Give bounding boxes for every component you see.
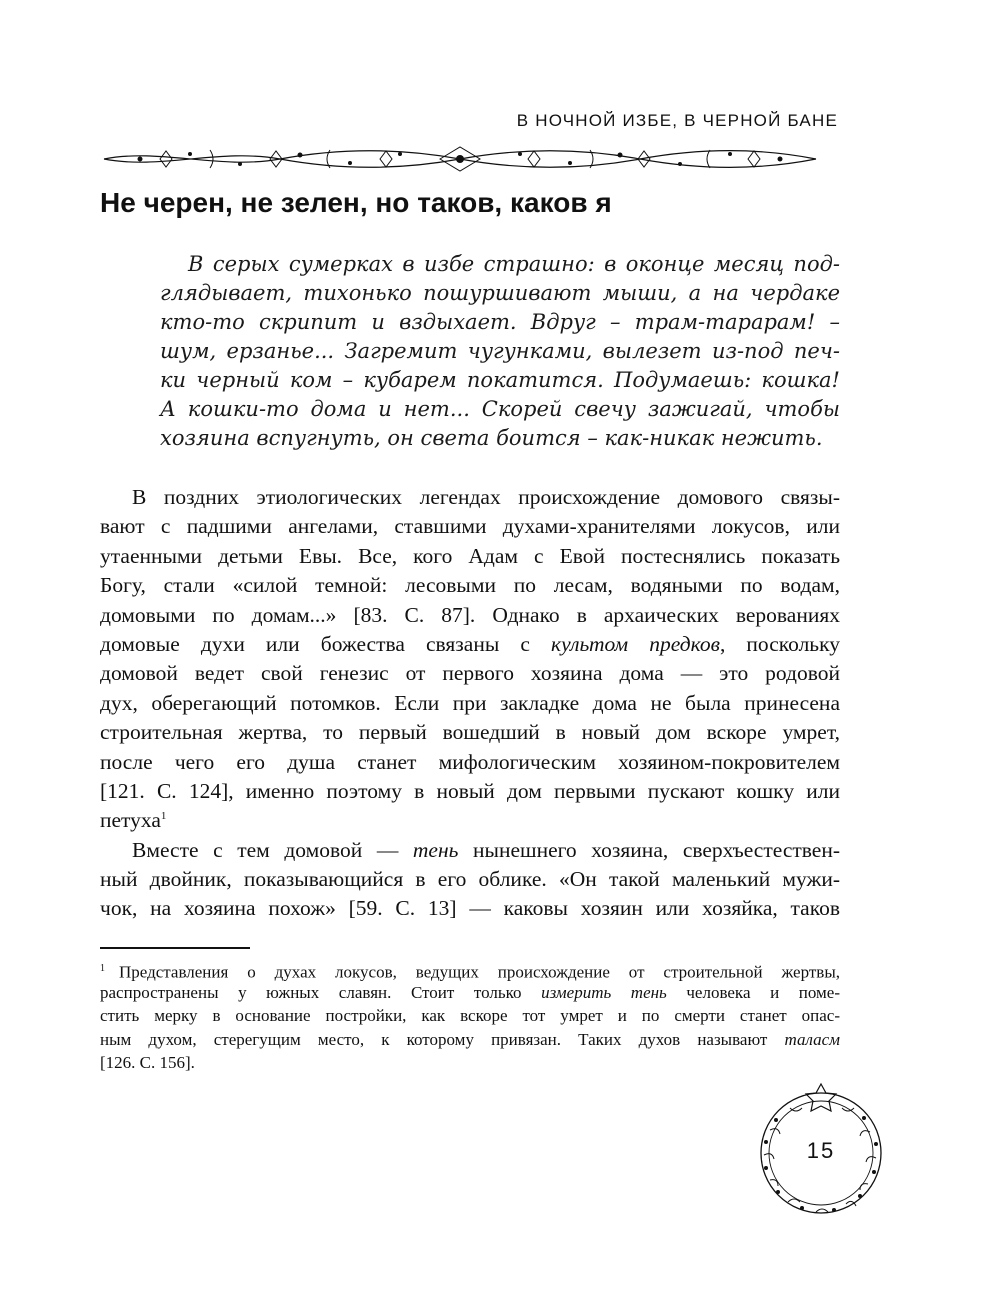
body-line — [100, 836, 840, 865]
body-line: дух, оберегающий потомков. Если при закладке дома не была принесена — [100, 690, 840, 715]
footnote-text-run: распространены у южных славян. Стоит только — [100, 982, 542, 1002]
body-text-run: нынешнего хозяина, сверхъестествен- — [458, 837, 840, 862]
footnote-mark: 1 — [100, 963, 105, 974]
footnote-divider — [100, 947, 250, 949]
body-line: домовыми по домам...» [83. С. 87]. Однако в архаических верованиях — [100, 602, 840, 627]
footnote-text-run: человека и поме- — [666, 982, 840, 1002]
footnote-line: [126. С. 156]. — [100, 1053, 195, 1072]
body-text-run: Вместе с тем домовой — — [132, 837, 413, 862]
footnote-text-run: ным духом, стерегущим место, к которому привязан. Таких духов называют — [100, 1029, 785, 1049]
footnote-line — [100, 957, 840, 981]
body-line: В поздних этиологических легендах происхождение домового связы- — [132, 485, 840, 509]
body-line: вают с падшими ангелами, ставшими духами-хранителями локусов, или — [100, 514, 840, 539]
body-line: Богу, стали «силой темной: лесовыми по лесам, водяными по водам, — [100, 573, 840, 598]
epigraph-line: ки черный ком – кубарем покатится. Подумаешь: кошка! — [160, 368, 840, 392]
footnote-text-run: Представления о духах локусов, ведущих происхождение от строительной жертвы, — [119, 962, 840, 982]
section-heading: Не черен, не зелен, но таков, каков я — [100, 187, 612, 218]
emphasis-term: культом предков — [551, 631, 720, 656]
body-line: [121. С. 124], именно поэтому в новый дом первыми пускают кошку или — [100, 778, 840, 803]
body-line: домовой ведет свой генезис от первого хозяина дома — это родовой — [100, 661, 840, 686]
epigraph-line: глядывает, тихонько пошуршивают мыши, а на чердаке — [160, 281, 840, 305]
epigraph-line: шум, ерзанье... Загремит чугунками, вылезет из-под печ- — [160, 339, 840, 363]
body-text-run: домовые духи или божества связаны с — [100, 631, 552, 656]
epigraph-line: А кошки-то дома и нет... Скорей свечу зажигай, чтобы — [160, 397, 840, 421]
body-line — [100, 806, 840, 835]
epigraph-line: хозяина вспугнуть, он света боится – как-никак нежить. — [160, 426, 823, 450]
emphasis-term: таласм — [784, 1029, 840, 1049]
page-number: 15 — [806, 1138, 836, 1163]
footnote-line: стить мерку в основание постройки, как вскоре тот умрет и по смерти станет опас- — [100, 1006, 840, 1025]
emphasis-term: тень — [412, 837, 459, 862]
body-text — [100, 483, 840, 924]
body-line: после чего его душа станет мифологическим хозяином-покровителем — [100, 749, 840, 774]
body-line: чок, на хозяина похож» [59. С. 13] — каковы хозяин или хозяйка, таков — [100, 896, 840, 921]
footnote-reference[interactable]: 1 — [160, 810, 167, 823]
epigraph — [160, 250, 840, 453]
epigraph-line: В серых сумерках в избе страшно: в оконце месяц под- — [188, 252, 840, 276]
body-line: утаенными детьми Евы. Все, кого Адам с Евой постеснялись показать — [100, 543, 840, 568]
footnote-line — [100, 1028, 840, 1052]
footnote — [100, 957, 840, 1075]
body-line: строительная жертва, то первый вошедший в новый дом вскоре умрет, — [100, 720, 840, 745]
body-text-run: , поскольку — [719, 631, 840, 656]
running-head: В НОЧНОЙ ИЗБЕ, В ЧЕРНОЙ БАНЕ — [516, 111, 838, 130]
body-line — [100, 630, 840, 659]
epigraph-line: кто-то скрипит и вздыхает. Вдруг – трам-тарарам! – — [160, 310, 840, 334]
floral-ornament-band — [100, 142, 820, 176]
emphasis-term: измерить тень — [541, 982, 667, 1002]
footnote-line — [100, 981, 840, 1005]
body-text-run: петуха — [100, 808, 161, 833]
body-line: ный двойник, показывающийся в его облике. «Он такой маленький мужи- — [100, 867, 840, 892]
